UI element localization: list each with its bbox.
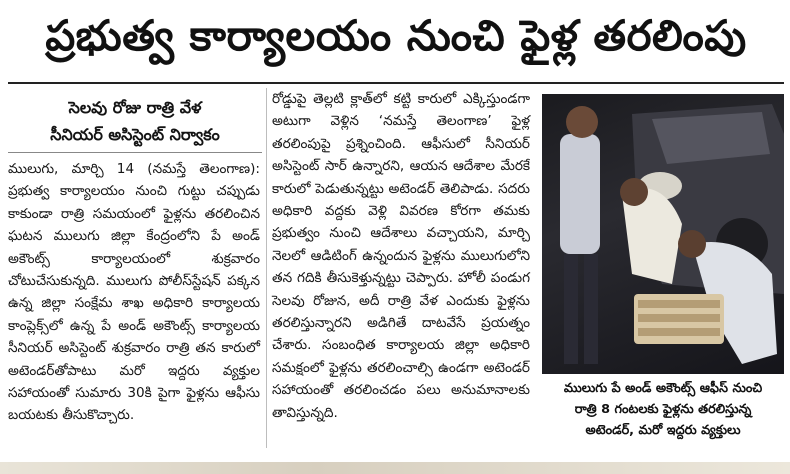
news-photo-illustration xyxy=(542,94,784,374)
person-standing-head xyxy=(566,106,598,138)
photo-caption xyxy=(542,378,784,441)
subheading-rule xyxy=(8,152,262,153)
column-2-paragraph: రోడ్డుపై తెల్లటి క్లాత్‌లో కట్టి కారులో ఎక్కిస్తుండగా అటుగా వెళ్లిన ‘నమస్తే తెలంగాణ’ ఫైళ్ల తరలింపుపై ప్రశ్నించింది. ఆఫీసులో సీనియర్ అసిస్టెంట్ సార్ ఉన్నారని, ఆయన ఆదేశాల మేరకే కారులో పెడుతున్నట్టు అటెండర్ తెలిపాడు. సదరు అధికారి వద్దకు వెళ్లి వివరణ కోరగా తమకు ప్రభుత్వం నుంచి ఆదేశాలు వచ్చాయని, మార్చి నెలలో ఆడిటింగ్ ఉన్నందున ఫైళ్లను ములుగులోని తన గదికి తీసుకెళ్తున్నట్టు చెప్పారు. హోలీ పండుగ సెలవు రోజున, అదీ రాత్రి వేళ ఎందుకు ఫైళ్లను తరలిస్తున్నారని అడిగితే దాటవేసే ప్రయత్నం చేశారు. సంబంధిత కార్యాలయ జిల్లా అధికారి సమక్షంలో ఫైళ్లను తరలించాల్సి ఉండగా అటెండర్ సహాయంతో తరలించడం పలు అనుమానాలకు తావిస్తున్నది. xyxy=(272,91,530,421)
news-photo xyxy=(542,94,784,374)
article-column-1 xyxy=(8,158,260,427)
person-bending-head xyxy=(620,178,648,206)
caption-line-3: అటెండర్, మరో ఇద్దరు వ్యక్తులు xyxy=(585,423,741,438)
person-standing-leg xyxy=(564,254,578,364)
person-standing-shape xyxy=(560,134,600,254)
subheading-line-2: సీనియర్ అసిస్టెంట్ నిర్వాకం xyxy=(50,125,220,144)
files-stripe xyxy=(638,300,720,308)
files-stripe xyxy=(638,328,720,336)
bottom-strip xyxy=(0,462,790,474)
caption-line-2: రాత్రి 8 గంటలకు ఫైళ్లను తరలిస్తున్న xyxy=(574,402,752,417)
column-1-paragraph: ములుగు, మార్చి 14 (నమస్తే తెలంగాణ): ప్రభుత్వ కార్యాలయం నుంచి గుట్టు చప్పుడు కాకుండా రాత్రి సమయంలో ఫైళ్లను తరలించిన ఘటన ములుగు జిల్లా కేంద్రంలోని పే అండ్ అకౌంట్స్ కార్యాలయంలో శుక్రవారం చోటుచేసుకున్నది. ములుగు పోలీస్‌స్టేషన్ పక్కన ఉన్న జిల్లా సంక్షేమ శాఖ అధికారి కార్యాలయ కాంప్లెక్స్‌లో ఉన్న పే అండ్ అకౌంట్స్ కార్యాలయ సీనియర్ అసిస్టెంట్ శుక్రవారం రాత్రి తన కారులో అటెండర్‌తోపాటు మరో ఇద్దరు వ్యక్తుల సహాయంతో సుమారు 30కి పైగా ఫైళ్లను ఆఫీసు బయటకు తీసుకొచ్చారు. xyxy=(8,161,260,424)
caption-line-1: ములుగు పే అండ్ అకౌంట్స్ ఆఫీస్ నుంచి xyxy=(563,381,763,396)
headline: ప్రభుత్వ కార్యాలయం నుంచి ఫైళ్ల తరలింపు xyxy=(45,11,747,60)
subheading-line-1: సెలవు రోజు రాత్రి వేళ xyxy=(68,98,202,117)
person-crouching-head xyxy=(678,230,706,258)
headline-rule xyxy=(8,82,784,84)
article-column-2 xyxy=(272,88,530,424)
person-standing-leg xyxy=(584,254,598,364)
subheading xyxy=(8,94,262,148)
column-separator xyxy=(266,88,267,448)
files-stripe xyxy=(638,314,720,322)
